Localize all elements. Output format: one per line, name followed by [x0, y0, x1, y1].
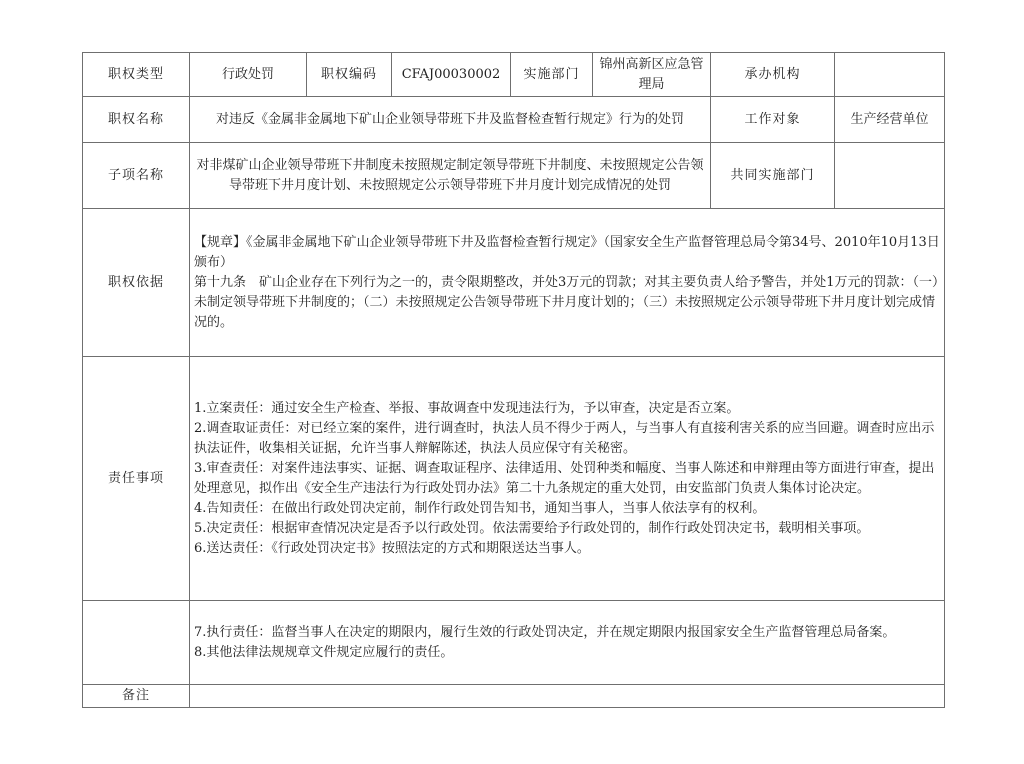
implementing-dept-value: 锦州高新区应急管理局 [593, 53, 711, 97]
row-legal-basis [83, 209, 945, 357]
responsibility-item: 1.立案责任：通过安全生产检查、举报、事故调查中发现违法行为，予以审查，决定是否立案。 [194, 400, 740, 416]
remarks-value [190, 685, 945, 708]
legal-basis-label: 职权依据 [83, 209, 190, 357]
row-sub-item [83, 143, 945, 209]
responsibility-item: 7.执行责任：监督当事人在决定的期限内，履行生效的行政处罚决定，并在规定期限内报国家安全生产监督管理总局备案。 [194, 624, 896, 640]
responsibilities-continued-label [83, 601, 190, 685]
sub-item-value: 对非煤矿山企业领导带班下井制度未按照规定制定领导带班下井制度、未按照规定公告领导带班下井月度计划、未按照规定公示领导带班下井月度计划完成情况的处罚 [190, 143, 711, 209]
row-responsibilities-continued [83, 601, 945, 685]
work-target-value: 生产经营单位 [835, 97, 945, 143]
row-power-type [83, 53, 945, 97]
joint-dept-value [835, 143, 945, 209]
power-code-label: 职权编码 [307, 53, 392, 97]
handling-org-value [835, 53, 945, 97]
power-code-value: CFAJ00030002 [392, 53, 511, 97]
responsibility-item: 8.其他法律法规规章文件规定应履行的责任。 [194, 644, 454, 660]
power-list-table [82, 52, 945, 708]
handling-org-label: 承办机构 [711, 53, 835, 97]
power-type-label: 职权类型 [83, 53, 190, 97]
row-power-name [83, 97, 945, 143]
responsibility-item: 4.告知责任：在做出行政处罚决定前，制作行政处罚告知书，通知当事人，当事人依法享有的权利。 [194, 500, 766, 516]
responsibility-item: 2.调查取证责任：对已经立案的案件，进行调查时，执法人员不得少于两人，与当事人有直接利害关系的应当回避。调查时应出示执法证件，收集相关证据，允许当事人辩解陈述，执法人员应保守有关秘密。 [194, 420, 935, 456]
legal-basis-regulation: 【规章】《金属非金属地下矿山企业领导带班下井及监督检查暂行规定》（国家安全生产监督管理总局令第34号、2010年10月13日颁布） [194, 234, 940, 270]
implementing-dept-label: 实施部门 [511, 53, 593, 97]
power-type-value: 行政处罚 [190, 53, 307, 97]
remarks-label: 备注 [83, 685, 190, 708]
legal-basis-article: 第十九条 矿山企业存在下列行为之一的，责令限期整改，并处3万元的罚款；对其主要负责人给予警告，并处1万元的罚款：（一）未制定领导带班下井制度的；（二）未按照规定公告领导带班下井月度计划的；（三）未按照规定公示领导带班下井月度计划完成情况的。 [194, 274, 939, 330]
responsibility-item: 3.审查责任：对案件违法事实、证据、调查取证程序、法律适用、处罚种类和幅度、当事人陈述和申辩理由等方面进行审查，提出处理意见，拟作出《安全生产违法行为行政处罚办法》第二十九条规定的重大处罚，由安监部门负责人集体讨论决定。 [194, 460, 935, 496]
power-name-label: 职权名称 [83, 97, 190, 143]
row-remarks [83, 685, 945, 708]
legal-basis-content [190, 209, 945, 357]
responsibilities-label: 责任事项 [83, 357, 190, 601]
sub-item-label: 子项名称 [83, 143, 190, 209]
responsibilities-continued-content [190, 601, 945, 685]
responsibilities-content [190, 357, 945, 601]
row-responsibilities [83, 357, 945, 601]
joint-dept-label: 共同实施部门 [711, 143, 835, 209]
responsibility-item: 6.送达责任：《行政处罚决定书》按照法定的方式和期限送达当事人。 [194, 540, 590, 556]
responsibility-item: 5.决定责任：根据审查情况决定是否予以行政处罚。依法需要给予行政处罚的，制作行政处罚决定书，载明相关事项。 [194, 520, 870, 536]
power-name-value: 对违反《金属非金属地下矿山企业领导带班下井及监督检查暂行规定》行为的处罚 [190, 97, 711, 143]
work-target-label: 工作对象 [711, 97, 835, 143]
